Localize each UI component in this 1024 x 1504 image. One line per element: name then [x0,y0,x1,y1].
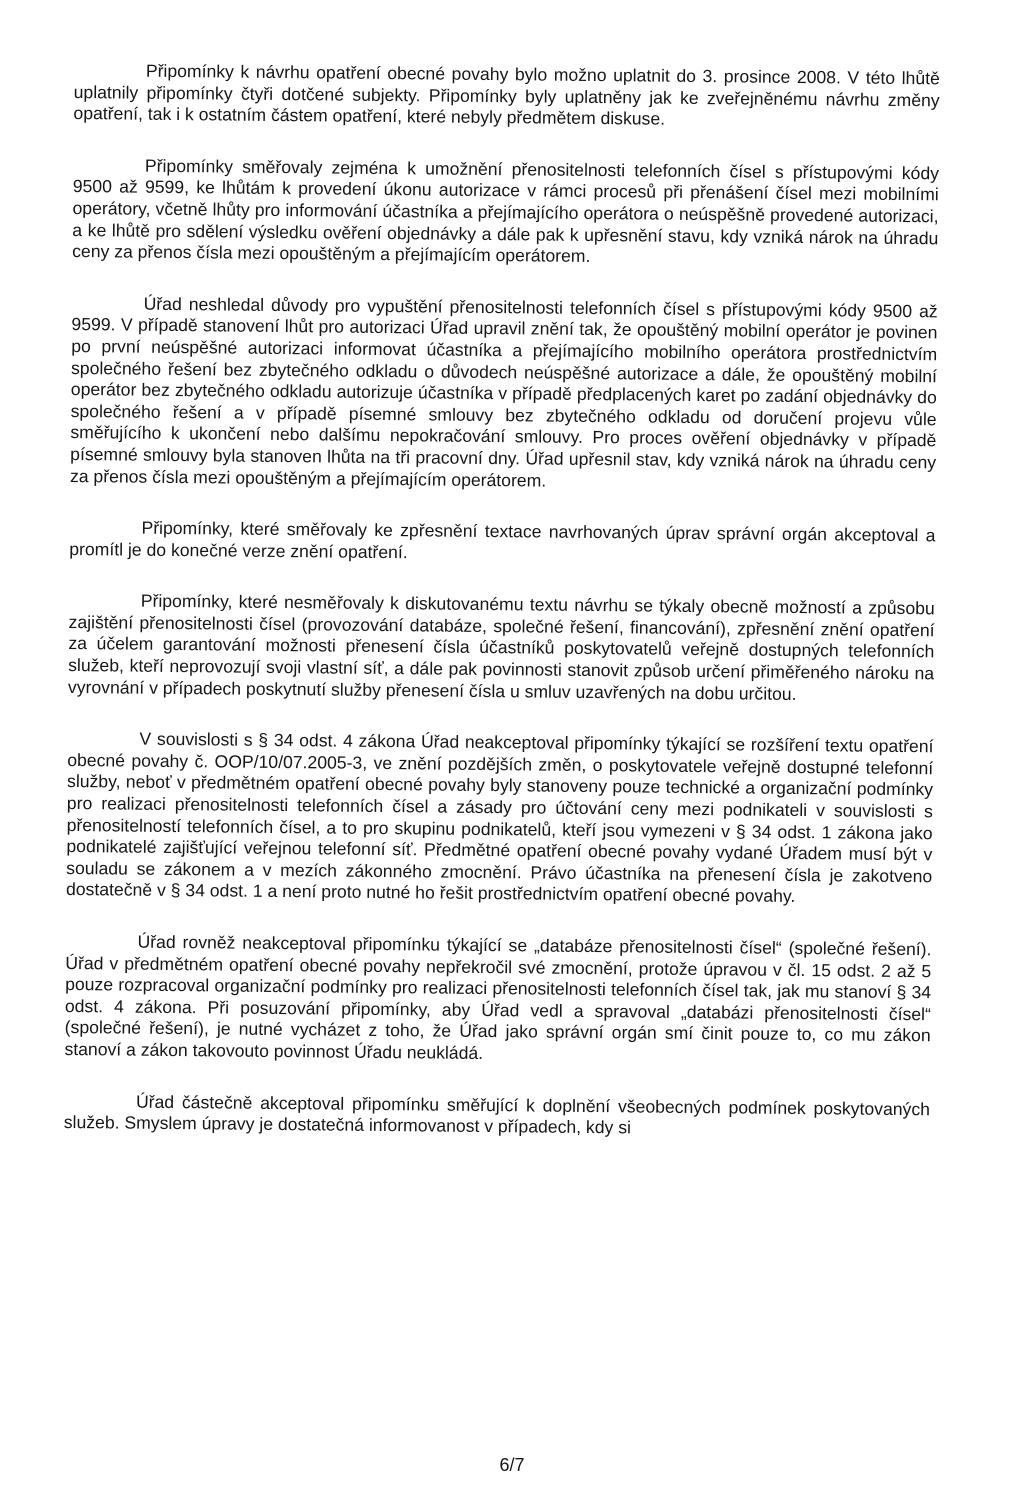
paragraph-2: Připomínky směřovaly zejména k umožnění přenositelnosti telefonních čísel s přístupovými kódy 9500 až 9599, ke lhůtám k provedení úkonu autorizace v rámci procesů při přenášení čísel mezi mobilními operátory, včetně lhůty pro informování účastníka a přejímajícího operátora o neúspěšně provedené autorizaci, a ke lhůtě pro sdělení výsledku ověření objednávky a dále pak k upřesnění stavu, kdy vzniká nárok na úhradu ceny za přenos čísla mezi opouštěným a přejímajícím operátorem. [72,155,940,267]
paragraph-7: Úřad rovněž neakceptoval připomínku týkající se „databáze přenositelnosti čísel“ (společné řešení). Úřad v předmětném opatření obecné povahy nepřekročil své zmocnění, protože úpravou v čl. 15 odst. 2 až 5 pouze rozpracoval organizační podmínky pro realizaci přenositelnosti telefonních čísel tak, jak mu stanoví § 34 odst. 4 zákona. Při posuzování připomínky, aby Úřad vedl a spravoval „databázi přenositelnosti čísel“ (společné řešení), je nutné vycházet z toho, že Úřad jako správní orgán smí činit pouze to, co mu zákon stanoví a zákon takovouto povinnost Úřadu neukládá. [64,931,932,1063]
paragraph-3: Úřad neshledal důvody pro vypuštění přenositelnosti telefonních čísel s přístupovými kódy 9500 až 9599. V případě stanovení lhůt pro autorizaci Úřad upravil znění tak, že opouštěný mobilní operátor je povinen po první neúspěšné autorizaci informovat účastníka a přejímajícího mobilního operátora prostřednictvím společného řešení bez zbytečného odkladu o důvodech neúspěšné autorizace a dále, že opouštěný mobilní operátor bez zbytečného odkladu autorizuje účastníka v případě předplacených karet po zadání objednávky do společného řešení a v případě písemné smlouvy bez zbytečného odkladu od doručení projevu vůle směřujícího k ukončení nebo dalšímu nepokračování smlouvy. Pro proces ověření objednávky v případě písemné smlouvy byla stanoven lhůta na tři pracovní dny. Úřad upřesnil stav, kdy vzniká nárok na úhradu ceny za přenos čísla mezi opouštěným a přejímajícím operátorem. [69,293,938,491]
paragraph-6: V souvislosti s § 34 odst. 4 zákona Úřad neakceptoval připomínky týkající se rozšíření textu opatření obecné povahy č. OOP/10/07.2005-3, ve znění pozdějších změn, o poskytovatele veřejně dostupné telefonní služby, neboť v předmětném opatření obecné povahy byly stanoveny pouze technické a organizační podmínky pro realizaci přenositelnosti telefonních čísel a zásady pro účtování ceny mezi podnikateli v souvislosti s přenositelností telefonních čísel, a to pro skupinu podnikatelů, kteří jsou vymezeni v § 34 odst. 1 zákona jako podnikatelé zajišťující veřejnou telefonní síť. Předmětné opatření obecné povahy vydané Úřadem musí být v souladu se zákonem a v mezích zákonného zmocnění. Právo účastníka na přenesení čísla je zakotveno dostatečně v § 34 odst. 1 a není proto nutné ho řešit prostřednictvím opatření obecné povahy. [65,728,934,907]
paragraph-4: Připomínky, které směřovaly ke zpřesnění textace navrhovaných úprav správní orgán akceptoval a promítl je do konečné verze znění opatření. [69,517,936,562]
document-body [63,60,940,1172]
paragraph-5: Připomínky, které nesměřovaly k diskutovanému textu návrhu se týkaly obecně možností a způsobu zajištění přenositelnosti čísel (provozování databáze, společné řešení, financování), zpřesnění znění opatření za účelem garantování možnosti přenesení čísla účastníků poskytovatelů veřejně dostupných telefonních služeb, kteří neprovozují svoji vlastní síť, a dále pak povinnosti stanovit způsob určení přiměřeného nároku na vyrovnání v případech poskytnutí služby přenesení čísla u smluv uzavřených na dobu určitou. [67,590,935,704]
page-number: 6/7 [499,1455,525,1475]
paragraph-1: Připomínky k návrhu opatření obecné povahy bylo možno uplatnit do 3. prosince 2008. V této lhůtě uplatnily připomínky čtyři dotčené subjekty. Připomínky byly uplatněny jak ke zveřejněnému návrhu změny opatření, tak i k ostatním částem opatření, které nebyly předmětem diskuse. [73,60,940,129]
paragraph-8: Úřad částečně akceptoval připomínku směřující k doplnění všeobecných podmínek poskytovaných služeb. Smyslem úpravy je dostatečná informovanost v případech, kdy si [63,1091,931,1138]
